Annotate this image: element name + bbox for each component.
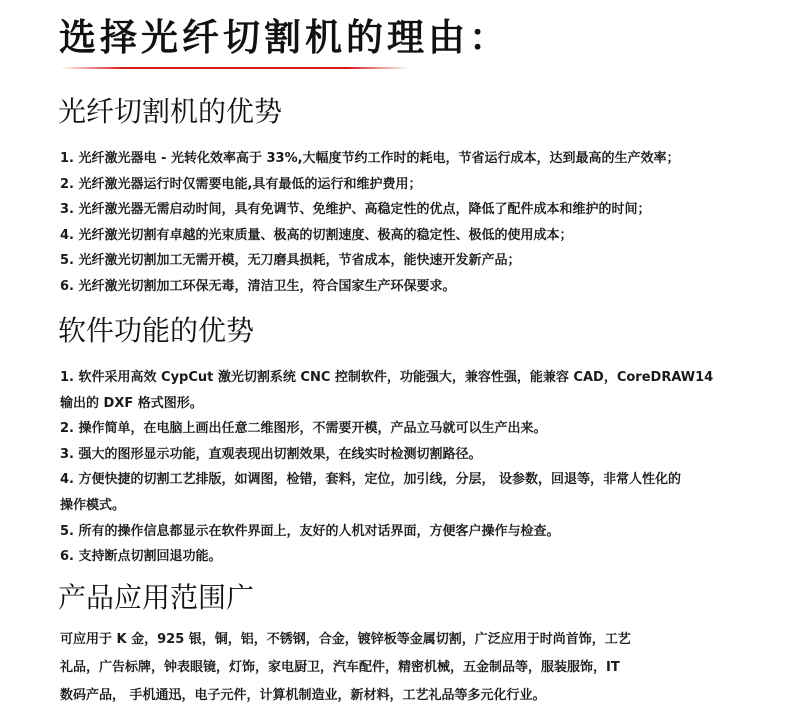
list-item: 1. 软件采用高效 CypCut 激光切割系统 CNC 控制软件，功能强大，兼容性强，能兼容 CAD，CoreDRAW14 [60,370,714,385]
section-heading-applications: 产品应用范围广 [58,581,255,614]
list-item: 2. 光纤激光器运行时仅需要电能,具有最低的运行和维护费用； [60,176,422,192]
list-item: 操作模式。 [60,497,126,513]
list-item: 4. 方便快捷的切割工艺排版，如调图，检错，套料，定位，加引线，分层， 设参数，回退等，非常人性化的 [60,472,682,488]
paragraph-line: 礼品，广告标牌，钟表眼镜，灯饰，家电厨卫，汽车配件，精密机械，五金制品等，服装服饰，IT [60,660,620,675]
advantages-list [60,146,780,300]
list-item: 3. 光纤激光器无需启动时间，具有免调节、免维护、高稳定性的优点，降低了配件成本和维护的时间； [60,202,651,218]
list-item: 1. 光纤激光器电 - 光转化效率高于 33%,大幅度节约工作时的耗电，节省运行成本，达到最高的生产效率； [60,151,680,166]
list-item: 2. 操作简单，在电脑上画出任意二维图形，不需要开模，产品立马就可以生产出来。 [60,421,547,437]
paragraph-line: 数码产品， 手机通迅，电子元件，计算机制造业，新材料，工艺礼品等多元化行业。 [60,688,546,703]
section-heading-software: 软件功能的优势 [58,314,255,347]
section-heading-advantages: 光纤切割机的优势 [58,95,283,128]
paragraph-line: 可应用于 K 金，925 银，铜，铝，不锈钢，合金，镀锌板等金属切割，广泛应用于时尚首饰，工艺 [60,632,631,647]
list-item: 5. 所有的操作信息都显示在软件界面上，友好的人机对话界面，方便客户操作与检查。 [60,523,560,539]
list-item: 5. 光纤激光切割加工无需开模，无刀磨具损耗，节省成本，能快速开发新产品； [60,253,521,269]
page-title: 选择光纤切割机的理由： [59,16,510,59]
software-list [60,365,780,570]
list-item: 6. 光纤激光切割加工环保无毒，清洁卫生，符合国家生产环保要求。 [60,278,456,294]
title-underline-divider [60,67,410,69]
list-item: 4. 光纤激光切割有卓越的光束质量、极高的切割速度、极高的稳定性、极低的使用成本； [60,227,573,243]
list-item: 输出的 DXF 格式图形。 [60,395,203,411]
list-item: 3. 强大的图形显示功能，直观表现出切割效果，在线实时检测切割路径。 [60,446,482,462]
applications-paragraph [60,626,780,710]
list-item: 6. 支持断点切割回退功能。 [60,549,222,565]
